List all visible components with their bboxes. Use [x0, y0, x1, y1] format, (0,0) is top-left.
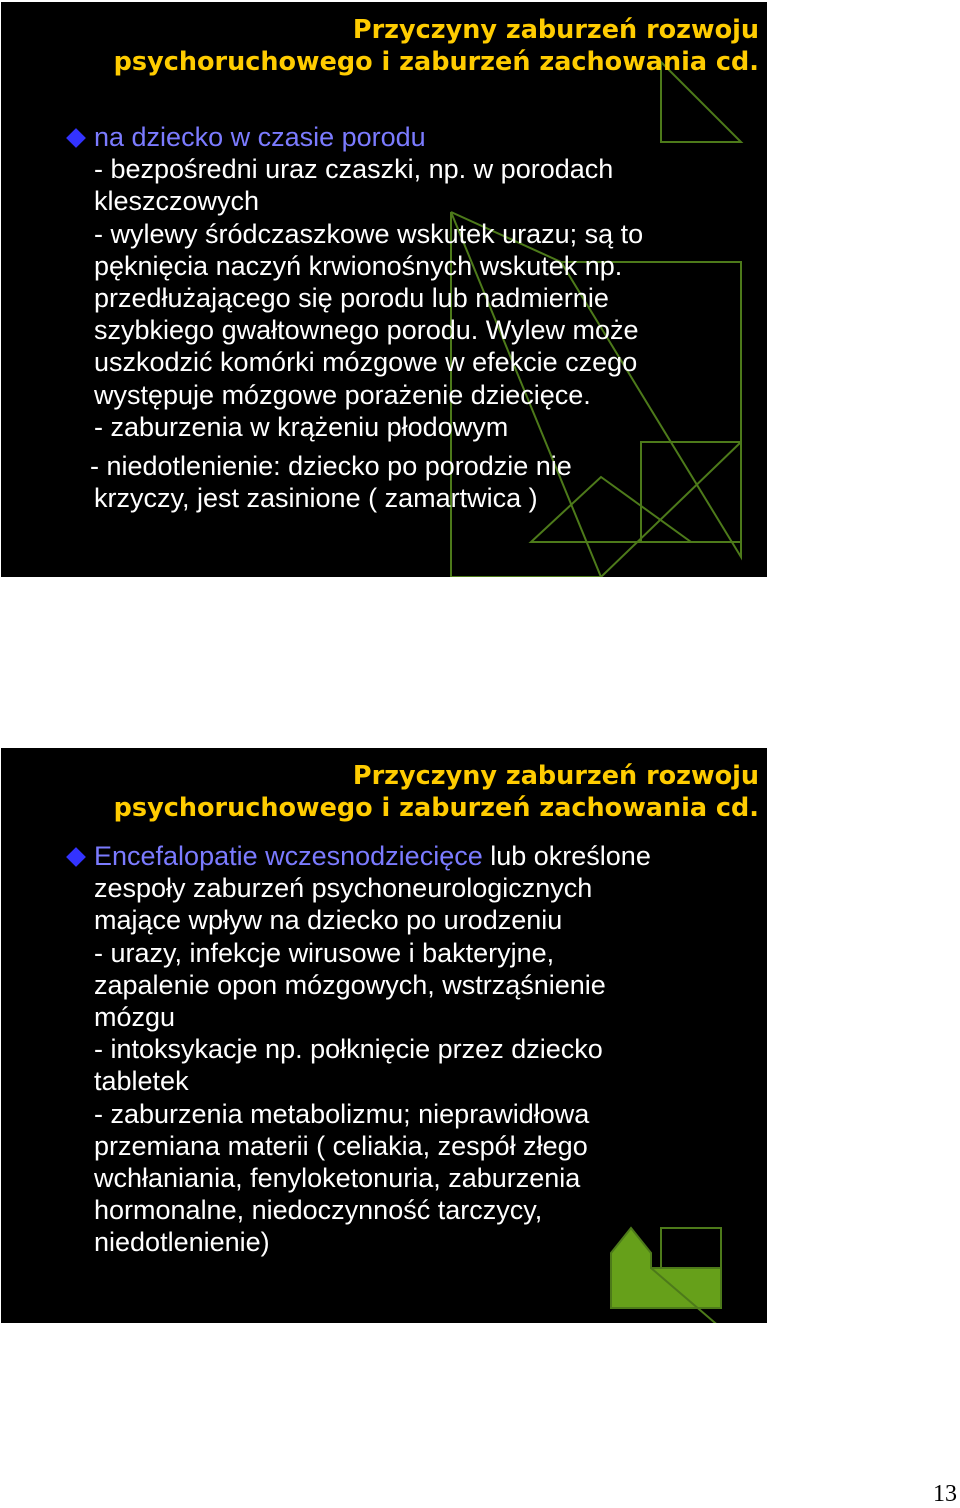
- text-line: - bezpośredni uraz czaszki, np. w porodach: [94, 154, 614, 185]
- slide-2: [1, 748, 767, 1323]
- bullet-list: [66, 840, 756, 1259]
- text-line: przemiana materii ( celiakia, zespół złego: [94, 1130, 588, 1161]
- page-number: 13: [933, 1481, 957, 1507]
- text-line: - zaburzenia w krążeniu płodowym: [94, 411, 509, 442]
- text-line: - niedotlenienie: dziecko po porodzie nie: [90, 451, 572, 482]
- slide-title: [9, 14, 759, 78]
- text-line: niedotlenienie): [94, 1227, 270, 1258]
- text-line: występuje mózgowe porażenie dziecięce.: [94, 379, 591, 410]
- text-line: kleszczowych: [94, 186, 260, 217]
- text-line: - zaburzenia metabolizmu; nieprawidłowa: [94, 1098, 590, 1129]
- title-line-2: psychoruchowego i zaburzeń zachowania cd.: [113, 793, 759, 823]
- text-line: zapalenie opon mózgowych, wstrząśnienie: [94, 969, 606, 1000]
- text-line: krzyczy, jest zasinione ( zamartwica ): [94, 483, 538, 514]
- text-line: mózgu: [94, 1002, 176, 1033]
- text-line: szybkiego gwałtownego porodu. Wylew może: [94, 315, 639, 346]
- text-line: zespoły zaburzeń psychoneurologicznych: [94, 873, 593, 904]
- bullet-heading: [66, 840, 756, 872]
- text-line: tabletek: [94, 1066, 189, 1097]
- title-line-2: psychoruchowego i zaburzeń zachowania cd.: [113, 47, 759, 77]
- text-line: uszkodzić komórki mózgowe w efekcie czego: [94, 347, 638, 378]
- text-line: - wylewy śródczaszkowe wskutek urazu; są to: [94, 218, 644, 249]
- text-line: wchłaniania, fenyloketonuria, zaburzenia: [94, 1163, 581, 1194]
- text-line: przedłużającego się porodu lub nadmiernie: [94, 283, 609, 314]
- highlight-term: Encefalopatie wczesnodziecięce: [94, 841, 483, 871]
- slide-title: [9, 760, 759, 824]
- slide-1: [1, 2, 767, 577]
- title-line-1: Przyczyny zaburzeń rozwoju: [352, 761, 759, 791]
- text-line: hormonalne, niedoczynność tarczycy,: [94, 1195, 543, 1226]
- text-line: pęknięcia naczyń krwionośnych wskutek np.: [94, 250, 623, 281]
- title-line-1: Przyczyny zaburzeń rozwoju: [352, 15, 759, 45]
- bullet-heading: na dziecko w czasie porodu: [94, 122, 426, 152]
- heading-rest: lub określone: [482, 841, 651, 871]
- text-line: - urazy, infekcje wirusowe i bakteryjne,: [94, 937, 555, 968]
- text-line: - intoksykacje np. połknięcie przez dziecko: [94, 1034, 603, 1065]
- bullet-list: [66, 121, 756, 514]
- text-line: mające wpływ na dziecko po urodzeniu: [94, 905, 563, 936]
